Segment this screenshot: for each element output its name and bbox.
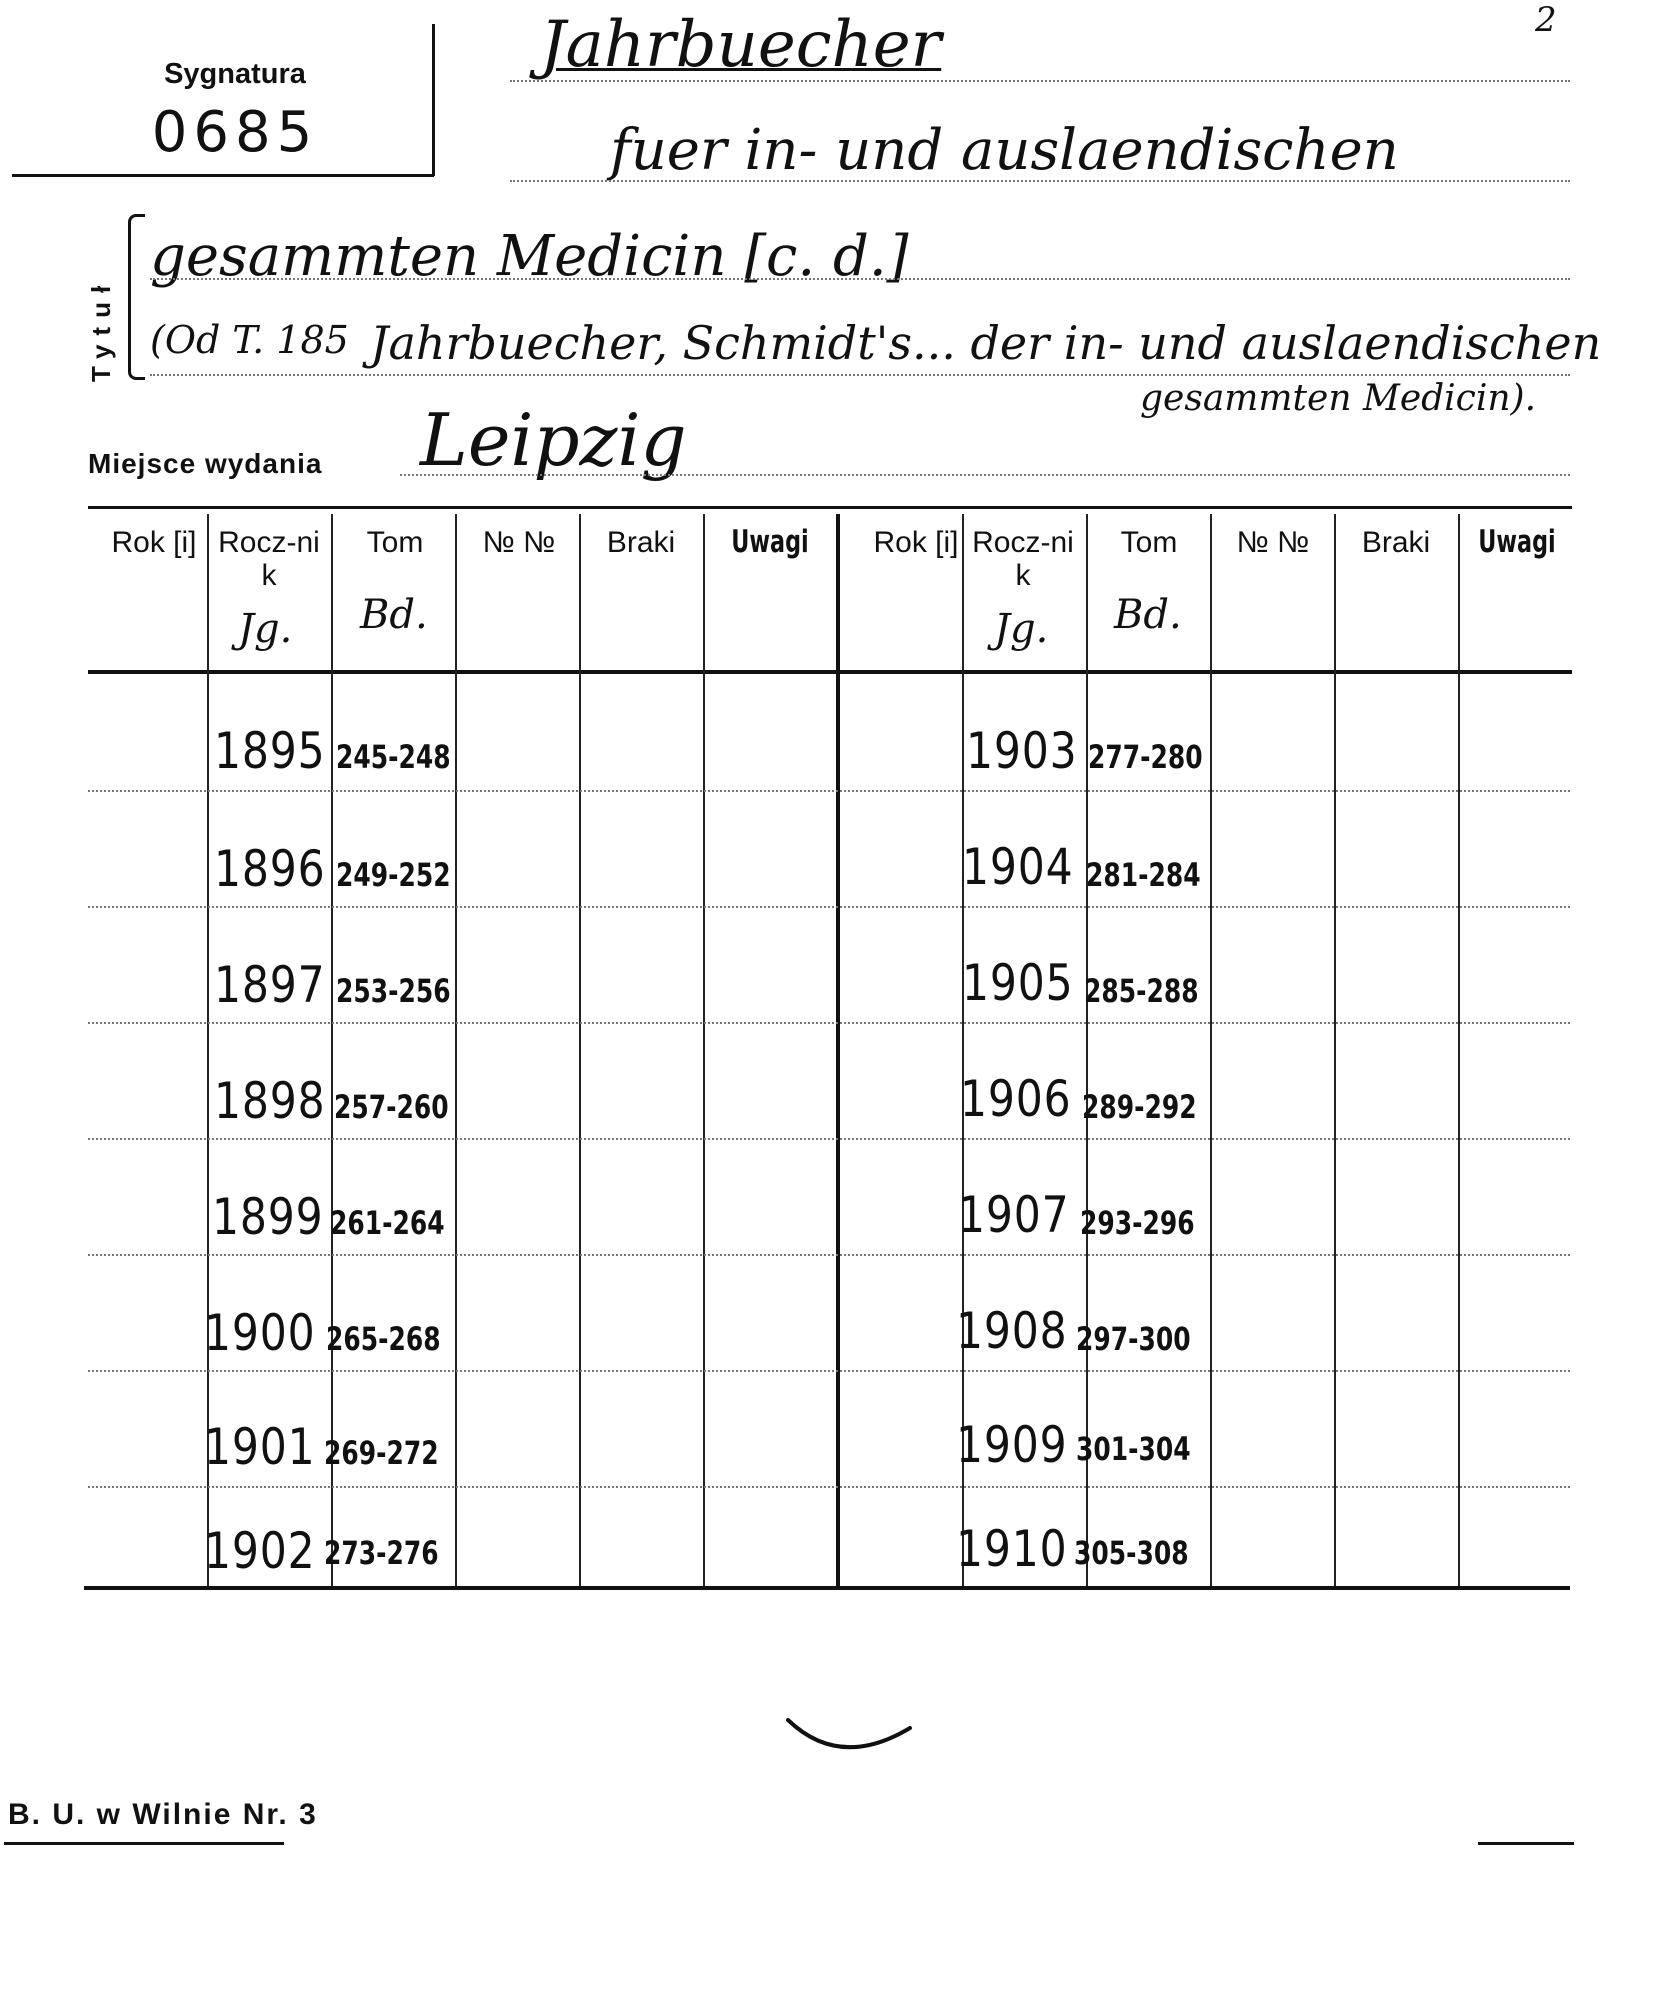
row-rule-2 — [88, 906, 1570, 908]
row-rule-4 — [88, 1138, 1570, 1140]
rocznik-right-1: 1903 — [966, 722, 1078, 780]
header-rocznik-hand-right: Jg. — [994, 606, 1049, 652]
rocznik-left-1: 1895 — [214, 722, 326, 780]
place-rule — [400, 474, 1570, 476]
rocznik-right-3: 1905 — [962, 954, 1074, 1012]
header-numbers-left: № № — [482, 526, 556, 559]
header-braki-right: Braki — [1361, 526, 1431, 559]
row-rule-3 — [88, 1022, 1570, 1024]
col-line-9 — [1210, 514, 1212, 1586]
tom-left-2: 249-252 — [336, 856, 451, 894]
title-rule-3 — [150, 278, 1570, 280]
header-tom-hand-left: Bd. — [360, 592, 428, 638]
footer-library-mark: B. U. w Wilnie Nr. 3 — [8, 1798, 318, 1831]
title-line-2: fuer in- und auslaendischen — [610, 118, 1399, 183]
table-top-rule — [88, 506, 1572, 509]
rocznik-left-3: 1897 — [214, 956, 326, 1014]
rocznik-right-6: 1908 — [956, 1302, 1068, 1360]
tom-left-3: 253-256 — [336, 972, 451, 1010]
footer-rule — [4, 1842, 284, 1845]
row-rule-5 — [88, 1254, 1570, 1256]
title-brace — [128, 214, 145, 380]
tom-left-4: 257-260 — [334, 1088, 449, 1126]
row-rule-7 — [88, 1486, 1570, 1488]
title-note-main: Jahrbuecher, Schmidt's... der in- und auslaendischen — [370, 316, 1602, 370]
tom-left-5: 261-264 — [330, 1204, 445, 1242]
rocznik-left-6: 1900 — [204, 1304, 316, 1362]
rocznik-right-5: 1907 — [958, 1186, 1070, 1244]
title-note-end: gesammten Medicin). — [1140, 378, 1537, 419]
tom-right-1: 277-280 — [1088, 738, 1203, 776]
title-rule-2 — [510, 180, 1570, 182]
row-rule-6 — [88, 1370, 1570, 1372]
col-line-10 — [1334, 514, 1336, 1586]
col-line-4 — [579, 514, 581, 1586]
header-uwagi-right: Uwagi — [1478, 524, 1556, 560]
rocznik-right-8: 1910 — [956, 1520, 1068, 1578]
table-header-rule — [88, 670, 1572, 674]
place-value: Leipzig — [420, 398, 687, 482]
header-rocznik-hand-left: Jg. — [238, 606, 293, 652]
tom-right-4: 289-292 — [1082, 1088, 1197, 1126]
tom-right-6: 297-300 — [1076, 1320, 1191, 1358]
signature-box-bottom — [12, 174, 434, 177]
col-line-8 — [1086, 514, 1088, 1586]
rocznik-left-7: 1901 — [204, 1418, 316, 1476]
col-line-11 — [1458, 514, 1460, 1586]
rocznik-right-2: 1904 — [962, 838, 1074, 896]
col-line-3 — [455, 514, 457, 1586]
row-rule-1 — [88, 790, 1570, 792]
rocznik-left-5: 1899 — [212, 1188, 324, 1246]
col-line-5 — [703, 514, 705, 1586]
tom-left-8: 273-276 — [324, 1534, 439, 1572]
corner-mark: 2 — [1535, 0, 1557, 40]
header-numbers-right: № № — [1236, 526, 1310, 559]
header-rocznik-right: Rocz-nik — [972, 526, 1074, 592]
rocznik-left-4: 1898 — [214, 1072, 326, 1130]
signature-value: 0685 — [151, 100, 319, 165]
signature-box-right — [432, 24, 435, 176]
tom-right-7: 301-304 — [1076, 1430, 1191, 1468]
table-bottom-rule — [84, 1586, 1570, 1590]
header-braki-left: Braki — [606, 526, 676, 559]
signature-label: Sygnatura — [164, 58, 306, 90]
header-tom-right: Tom — [1120, 526, 1178, 559]
title-line-3: gesammten Medicin [c. d.] — [150, 224, 909, 289]
tom-right-5: 293-296 — [1080, 1204, 1195, 1242]
rocznik-left-8: 1902 — [204, 1522, 316, 1580]
footer-rule-right — [1478, 1842, 1574, 1845]
header-tom-left: Tom — [366, 526, 424, 559]
tom-right-8: 305-308 — [1074, 1534, 1189, 1572]
table-center-divider — [836, 514, 840, 1586]
place-label: Miejsce wydania — [88, 448, 323, 479]
rocznik-right-4: 1906 — [960, 1070, 1072, 1128]
tom-left-1: 245-248 — [336, 738, 451, 776]
rocznik-left-2: 1896 — [214, 840, 326, 898]
title-label-text: Tytuł — [86, 276, 116, 382]
col-line-2 — [331, 514, 333, 1586]
header-rok-left: Rok [i] — [111, 526, 197, 559]
header-rocznik-left: Rocz-nik — [218, 526, 320, 592]
ink-curve — [780, 1710, 920, 1770]
header-uwagi-left: Uwagi — [731, 524, 809, 560]
tom-left-7: 269-272 — [324, 1434, 439, 1472]
title-line-1: Jahrbuecher — [540, 8, 942, 82]
rocznik-right-7: 1909 — [956, 1416, 1068, 1474]
tom-right-3: 285-288 — [1084, 972, 1199, 1010]
header-tom-hand-right: Bd. — [1114, 592, 1182, 638]
title-rule-4 — [150, 374, 1570, 376]
title-rule-1 — [510, 80, 1570, 82]
tom-left-6: 265-268 — [326, 1320, 441, 1358]
tom-right-2: 281-284 — [1086, 856, 1201, 894]
title-note-prefix: (Od T. 185 — [150, 318, 349, 362]
header-rok-right: Rok [i] — [873, 526, 959, 559]
